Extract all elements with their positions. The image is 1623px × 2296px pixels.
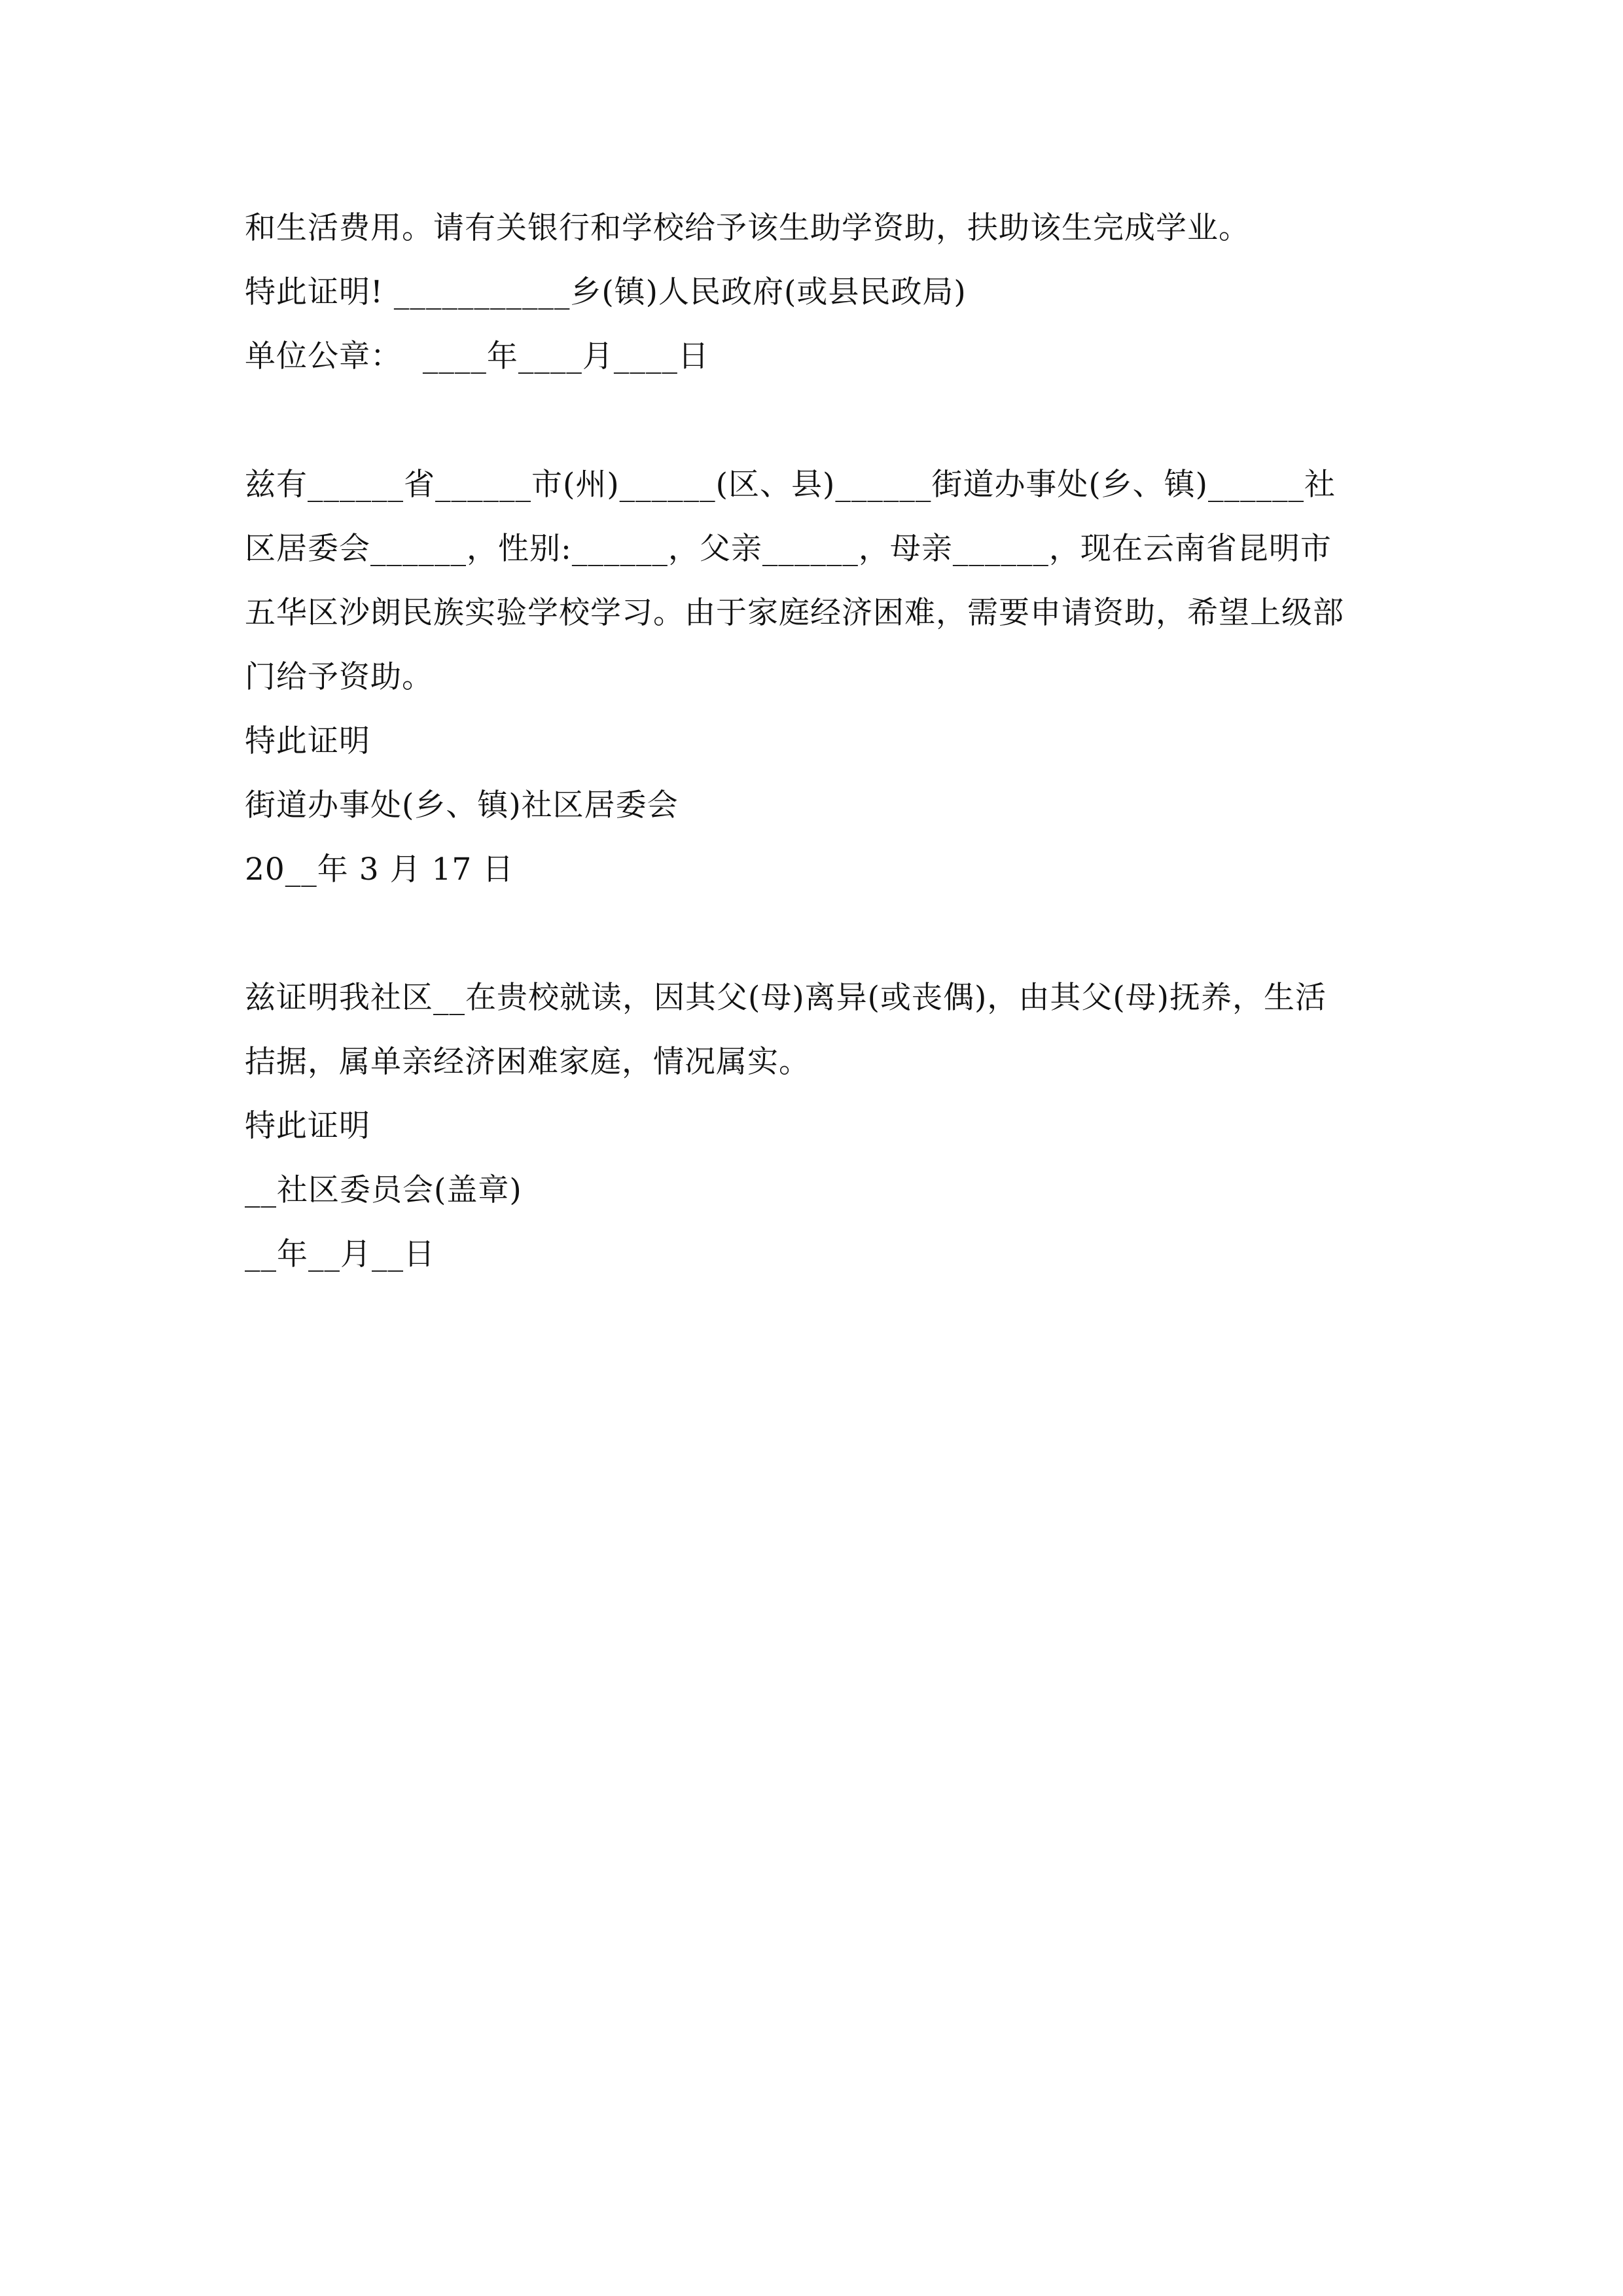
section-single-parent-certificate: [245, 966, 1383, 1287]
paragraph-line: 兹有______省______市(州)______(区、县)______街道办事处(乡、镇)______社: [245, 467, 1336, 503]
paragraph-line: 兹证明我社区__在贵校就读，因其父(母)离异(或丧偶)，由其父(母)抚养，生活: [245, 980, 1327, 1016]
paragraph-line: 区居委会______，性别:______，父亲______，母亲______，现在云南省昆明市: [245, 531, 1332, 567]
document-body: [245, 196, 1383, 1287]
date-line: 20__年 3 月 17 日: [245, 852, 514, 888]
paragraph-line: 和生活费用。请有关银行和学校给予该生助学资助，扶助该生完成学业。: [245, 210, 1250, 246]
certification-statement: 特此证明: [245, 1108, 370, 1144]
paragraph-line: 门给予资助。: [245, 659, 433, 695]
paragraph-line: 五华区沙朗民族实验学校学习。由于家庭经济困难，需要申请资助，希望上级部: [245, 595, 1344, 631]
issuer-line: __社区委员会(盖章): [245, 1172, 522, 1208]
section-community-certificate: [245, 453, 1383, 902]
section-spacer: [245, 902, 1383, 966]
section-spacer: [245, 389, 1383, 453]
certification-statement: 特此证明: [245, 723, 370, 759]
date-line: __年__月__日: [245, 1236, 435, 1272]
certification-statement: 特此证明! ___________乡(镇)人民政府(或县民政局): [245, 274, 967, 310]
paragraph-line: 拮据，属单亲经济困难家庭，情况属实。: [245, 1044, 810, 1080]
issuer-line: 街道办事处(乡、镇)社区居委会: [245, 787, 679, 823]
section-township-certificate: [245, 196, 1383, 389]
seal-date-line: 单位公章： ____年____月____日: [245, 338, 709, 374]
